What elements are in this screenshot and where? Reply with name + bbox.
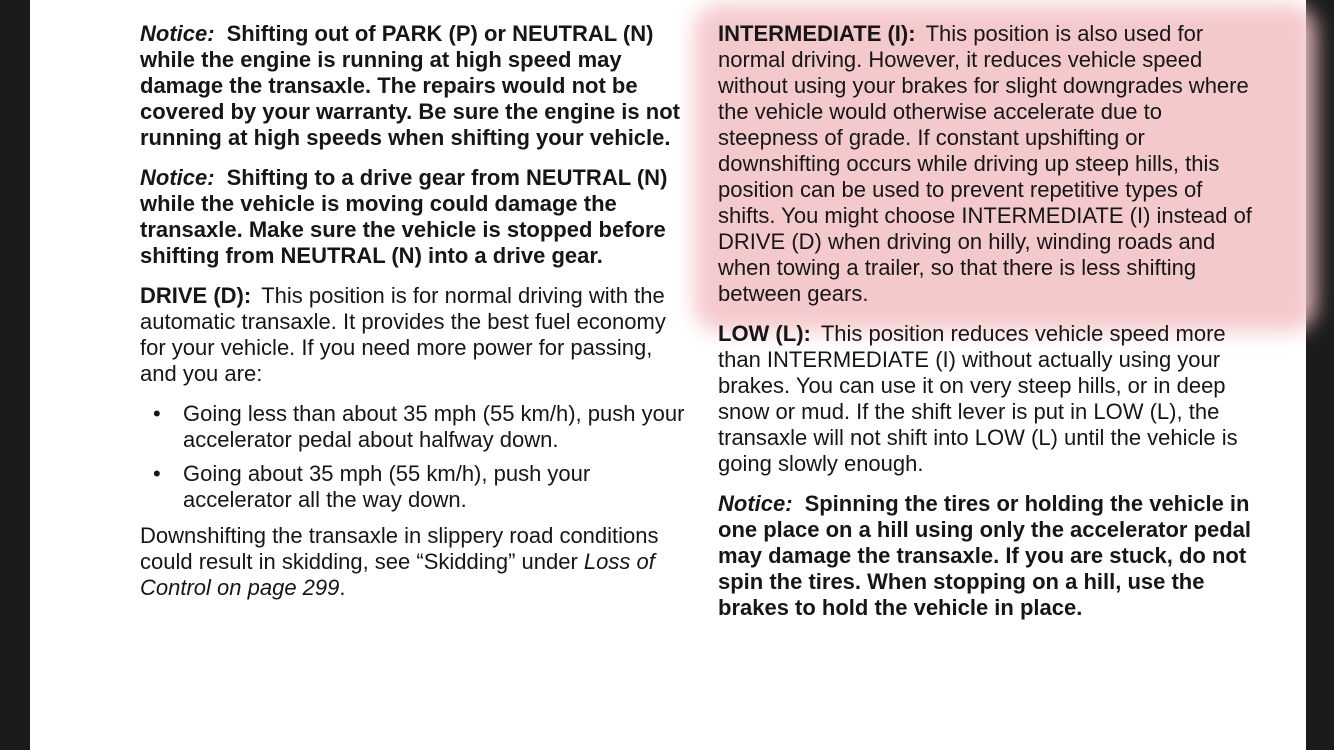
bullet-text: Going less than about 35 mph (55 km/h), push your accelerator pedal about halfway down.: [183, 401, 685, 452]
bullet-icon: •: [153, 401, 161, 426]
bullet-text: Going about 35 mph (55 km/h), push your accelerator all the way down.: [183, 461, 591, 512]
list-item: [140, 461, 685, 513]
notice-label: Notice:: [140, 21, 215, 46]
low-term: LOW (L):: [718, 321, 811, 346]
left-column: [140, 21, 685, 615]
low-paragraph: [718, 321, 1258, 477]
notice-spinning-tires: [718, 491, 1258, 621]
notice-text: Shifting to a drive gear from NEUTRAL (N) while the vehicle is moving could damage the transaxle. Make sure the vehicle is stopped before shifting from NEUTRAL (N) into a drive gear.: [140, 165, 668, 268]
intermediate-text: This position is also used for normal driving. However, it reduces vehicle speed without using your brakes for slight downgrades where the vehicle would otherwise accelerate due to steepness of grade. If constant upshifting or downshifting occurs while driving up steep hills, this position can be used to prevent repetitive types of shifts. You might choose INTERMEDIATE (I) instead of DRIVE (D) when driving on hilly, winding roads and when towing a trailer, so that there is less shifting between gears.: [718, 21, 1252, 306]
intermediate-paragraph: [718, 21, 1258, 307]
drive-term: DRIVE (D):: [140, 283, 252, 308]
notice-text: Shifting out of PARK (P) or NEUTRAL (N) while the engine is running at high speed may damage the transaxle. The repairs would not be covered by your warranty. Be sure the engine is not running at high speeds when shifting your vehicle.: [140, 21, 680, 150]
intermediate-term: INTERMEDIATE (I):: [718, 21, 916, 46]
notice-label: Notice:: [718, 491, 793, 516]
notice-neutral-drive: [140, 165, 685, 269]
page-reference: Loss of Control on page 299: [140, 549, 655, 600]
downshift-paragraph: [140, 523, 685, 601]
drive-text: This position is for normal driving with the automatic transaxle. It provides the best fuel economy for your vehicle. If you need more power for passing, and you are:: [140, 283, 666, 386]
notice-text: Spinning the tires or holding the vehicle in one place on a hill using only the accelerator pedal may damage the transaxle. If you are stuck, do not spin the tires. When stopping on a hill, use the brakes to hold the vehicle in place.: [718, 491, 1252, 620]
downshift-text: Downshifting the transaxle in slippery road conditions could result in skidding, see “Skidding” under: [140, 523, 659, 574]
low-text: This position reduces vehicle speed more than INTERMEDIATE (I) without actually using your brakes. You can use it on very steep hills, or in deep snow or mud. If the shift lever is put in LOW (L), the transaxle will not shift into LOW (L) until the vehicle is going slowly enough.: [718, 321, 1238, 476]
bullet-icon: •: [153, 461, 161, 486]
right-column: [718, 21, 1258, 635]
downshift-end: .: [339, 575, 346, 600]
drive-paragraph: [140, 283, 685, 387]
notice-label: Notice:: [140, 165, 215, 190]
list-item: [140, 401, 685, 453]
notice-park-neutral: [140, 21, 685, 151]
drive-bullet-list: [140, 401, 685, 513]
